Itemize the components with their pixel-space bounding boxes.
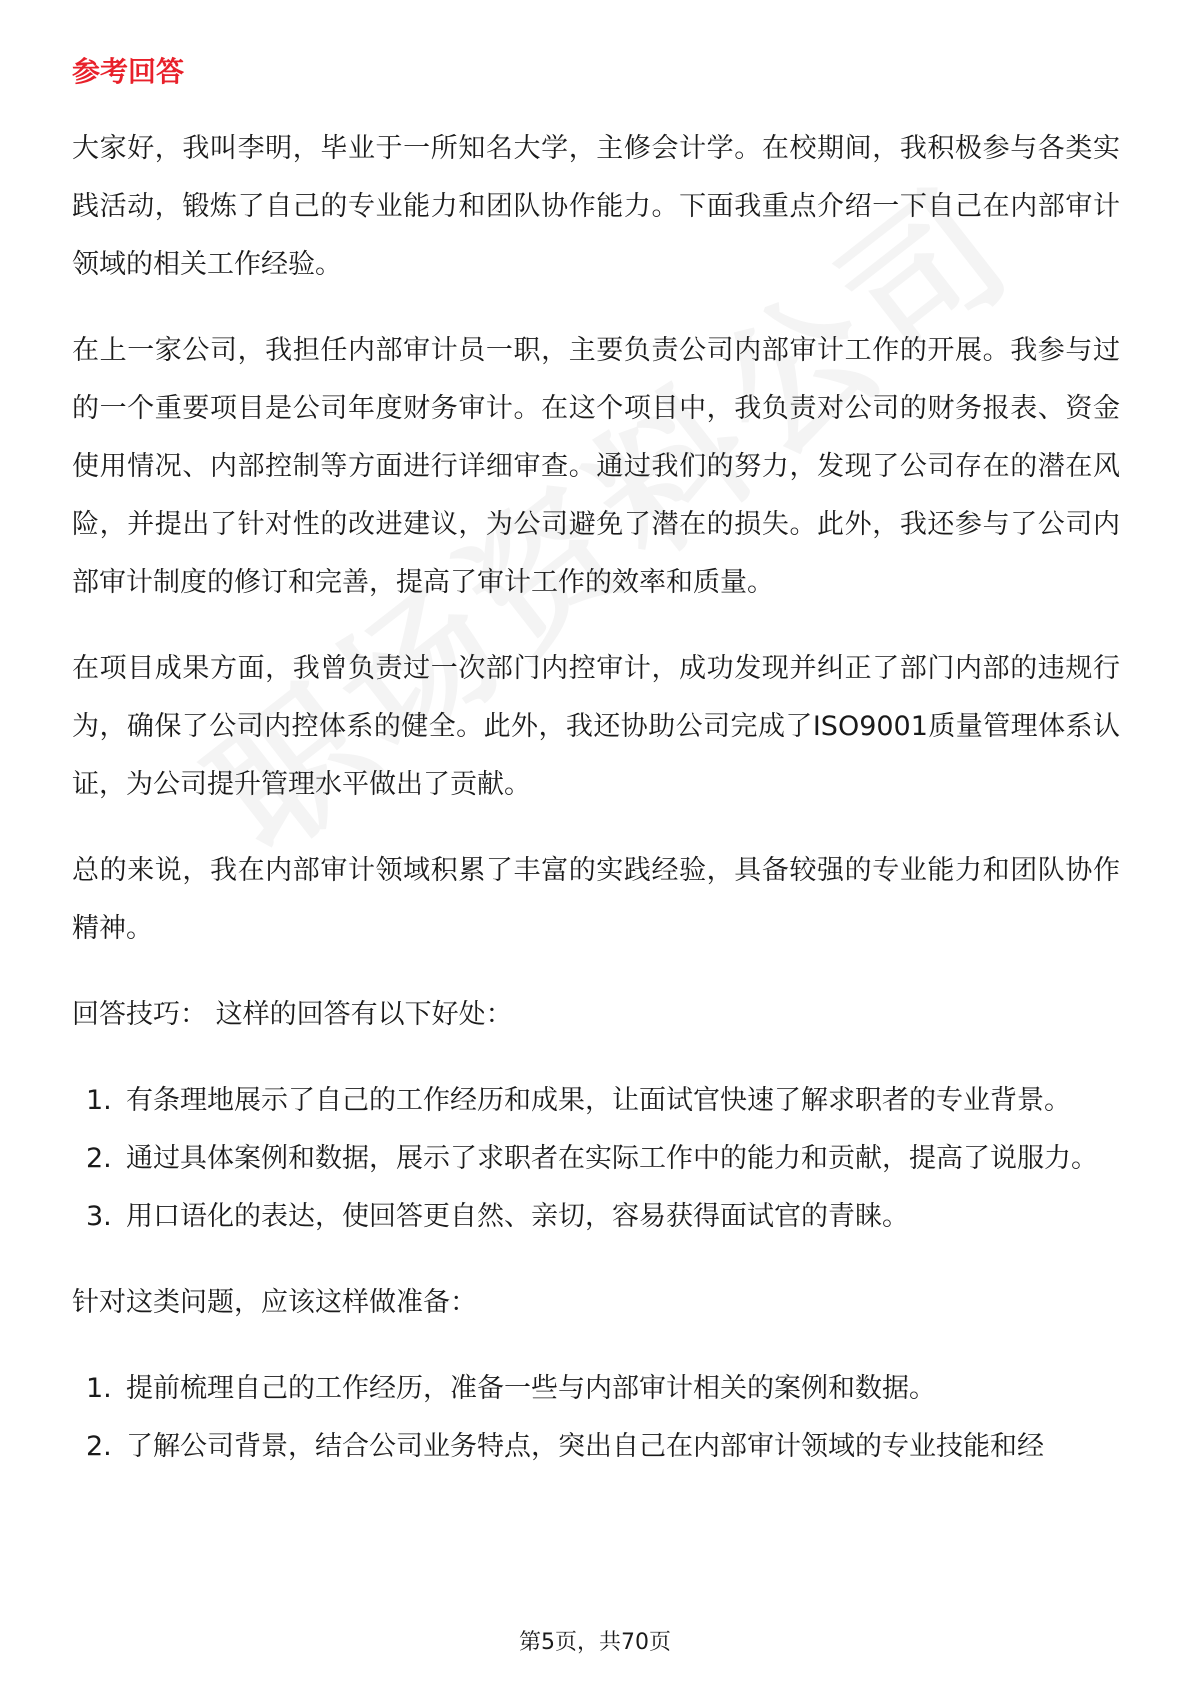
document-body bbox=[72, 120, 1120, 1504]
list-item-text: 了解公司背景，结合公司业务特点，突出自己在内部审计领域的专业技能和经 bbox=[126, 1431, 1044, 1462]
paragraph-achievements: 在项目成果方面，我曾负责过一次部门内控审计，成功发现并纠正了部门内部的违规行为，确保了公司内控体系的健全。此外，我还协助公司完成了ISO9001质量管理体系认证，为公司提升管理水平做出了贡献。 bbox=[72, 653, 1120, 800]
list-number: 1. bbox=[86, 1085, 112, 1116]
list-number: 2. bbox=[86, 1143, 112, 1174]
section-title: 参考回答 bbox=[72, 55, 185, 88]
paragraph-experience: 在上一家公司，我担任内部审计员一职，主要负责公司内部审计工作的开展。我参与过的一个重要项目是公司年度财务审计。在这个项目中，我负责对公司的财务报表、资金使用情况、内部控制等方面进行详细审查。通过我们的努力，发现了公司存在的潜在风险，并提出了针对性的改进建议，为公司避免了潜在的损失。此外，我还参与了公司内部审计制度的修订和完善，提高了审计工作的效率和质量。 bbox=[72, 335, 1120, 598]
list-item-text: 提前梳理自己的工作经历，准备一些与内部审计相关的案例和数据。 bbox=[126, 1373, 936, 1404]
list-number: 1. bbox=[86, 1373, 112, 1404]
page-number: 第5页，共70页 bbox=[519, 1630, 671, 1655]
paragraph-summary: 总的来说，我在内部审计领域积累了丰富的实践经验，具备较强的专业能力和团队协作精神。 bbox=[72, 855, 1120, 944]
list-number: 2. bbox=[86, 1431, 112, 1462]
paragraph-intro: 大家好，我叫李明，毕业于一所知名大学，主修会计学。在校期间，我积极参与各类实践活动，锻炼了自己的专业能力和团队协作能力。下面我重点介绍一下自己在内部审计领域的相关工作经验。 bbox=[72, 133, 1120, 280]
list-item bbox=[72, 1418, 1120, 1476]
tips-list bbox=[72, 1072, 1120, 1246]
list-item-text: 有条理地展示了自己的工作经历和成果，让面试官快速了解求职者的专业背景。 bbox=[126, 1085, 1071, 1116]
list-item bbox=[72, 1360, 1120, 1418]
list-item-text: 用口语化的表达，使回答更自然、亲切，容易获得面试官的青睐。 bbox=[126, 1201, 909, 1232]
tips-heading: 回答技巧： 这样的回答有以下好处： bbox=[72, 999, 513, 1030]
prep-heading: 针对这类问题，应该这样做准备： bbox=[72, 1287, 477, 1318]
list-item bbox=[72, 1130, 1120, 1188]
prep-list bbox=[72, 1360, 1120, 1476]
list-number: 3. bbox=[86, 1201, 112, 1232]
list-item bbox=[72, 1188, 1120, 1246]
list-item bbox=[72, 1072, 1120, 1130]
list-item-text: 通过具体案例和数据，展示了求职者在实际工作中的能力和贡献，提高了说服力。 bbox=[126, 1143, 1098, 1174]
